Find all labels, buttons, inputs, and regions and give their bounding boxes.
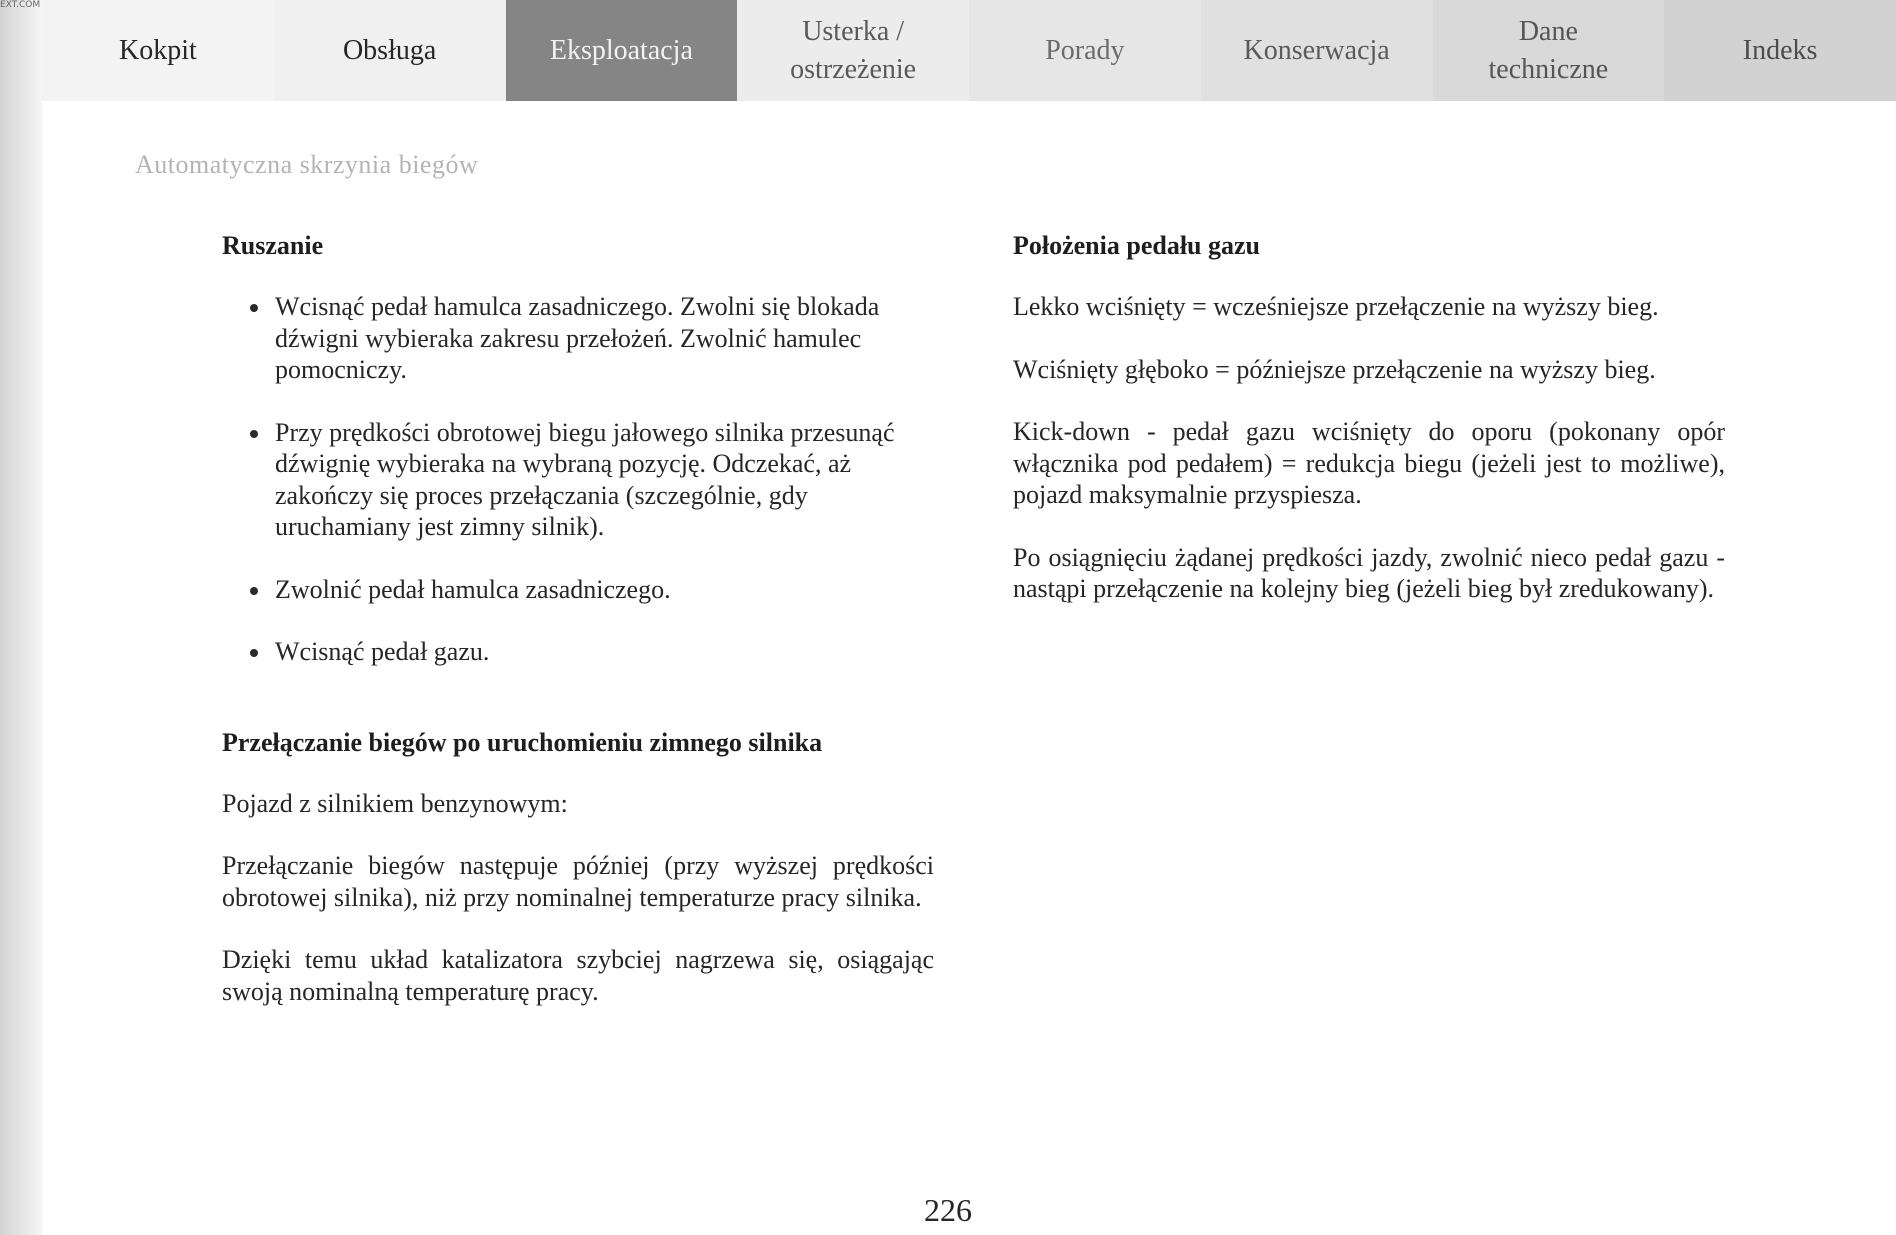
paragraph: Pojazd z silnikiem benzynowym: [222, 788, 568, 818]
tab-usterka-ostrzezenie[interactable]: Usterka / ostrzeżenie [737, 0, 969, 101]
paragraph: Wciśnięty głęboko = późniejsze przełączenie na wyższy bieg. [1013, 354, 1656, 384]
heading-cold-engine: Przełączanie biegów po uruchomieniu zimnego silnika [222, 727, 823, 757]
ruszanie-steps-list [222, 291, 934, 668]
bullet-icon [250, 430, 258, 438]
heading-ruszanie: Ruszanie [222, 231, 324, 260]
paragraph: Dzięki temu układ katalizatora szybciej nagrzewa się, osiągając swoją nominalną temperaturę pracy. [222, 945, 934, 1006]
paragraph: Kick-down - pedał gazu wciśnięty do oporu (pokonany opór włącznika pod pedałem) = redukcja biegu (jeżeli jest to możliwe), pojazd maksymalnie przyspiesza. [1013, 417, 1725, 509]
paragraph: Po osiągnięciu żądanej prędkości jazdy, zwolnić nieco pedał gazu - nastąpi przełączenie na kolejny bieg (jeżeli bieg był zredukowany). [1013, 542, 1725, 603]
tab-porady[interactable]: Porady [969, 0, 1201, 101]
step-text: Zwolnić pedał hamulca zasadniczego. [275, 574, 671, 604]
tab-dane-techniczne[interactable]: Dane techniczne [1433, 0, 1665, 101]
tab-indeks[interactable]: Indeks [1664, 0, 1896, 101]
corner-watermark: EXT.COM [0, 0, 41, 10]
list-item [222, 291, 934, 386]
page-number: 226 [924, 1192, 972, 1228]
chapter-tab-bar [42, 0, 1896, 101]
pedal-positions-body [1013, 291, 1725, 605]
bullet-icon [250, 304, 258, 312]
list-item [222, 417, 934, 543]
left-column [222, 230, 934, 1038]
tab-konserwacja[interactable]: Konserwacja [1201, 0, 1433, 101]
bullet-icon [250, 649, 258, 657]
section-title: Automatyczna skrzynia biegów [135, 150, 479, 179]
step-text: Przy prędkości obrotowej biegu jałowego silnika przesunąć dźwignię wybieraka na wybraną pozycję. Odczekać, aż zakończy się proces przełączania (szczególnie, gdy uruchamiany jest zimny silnik). [275, 417, 895, 541]
cold-engine-body [222, 788, 934, 1008]
paragraph: Przełączanie biegów następuje później (przy wyższej prędkości obrotowej silnika), niż przy nominalnej temperaturze pracy silnika. [222, 851, 934, 912]
bullet-icon [250, 587, 258, 595]
step-text: Wcisnąć pedał hamulca zasadniczego. Zwolni się blokada dźwigni wybieraka zakresu przełożeń. Zwolnić hamulec pomocniczy. [275, 292, 880, 384]
paragraph: Lekko wciśnięty = wcześniejsze przełączenie na wyższy bieg. [1013, 292, 1659, 321]
tab-kokpit[interactable]: Kokpit [42, 0, 274, 101]
step-text: Wcisnąć pedał gazu. [275, 637, 490, 666]
right-column [1013, 230, 1725, 636]
tab-eksploatacja-active[interactable]: Eksploatacja [506, 0, 738, 101]
page-binding-shadow [0, 0, 42, 1235]
list-item [222, 636, 934, 668]
heading-pedal-positions: Położenia pedału gazu [1013, 231, 1261, 260]
tab-obsluga[interactable]: Obsługa [274, 0, 506, 101]
list-item [222, 574, 934, 606]
